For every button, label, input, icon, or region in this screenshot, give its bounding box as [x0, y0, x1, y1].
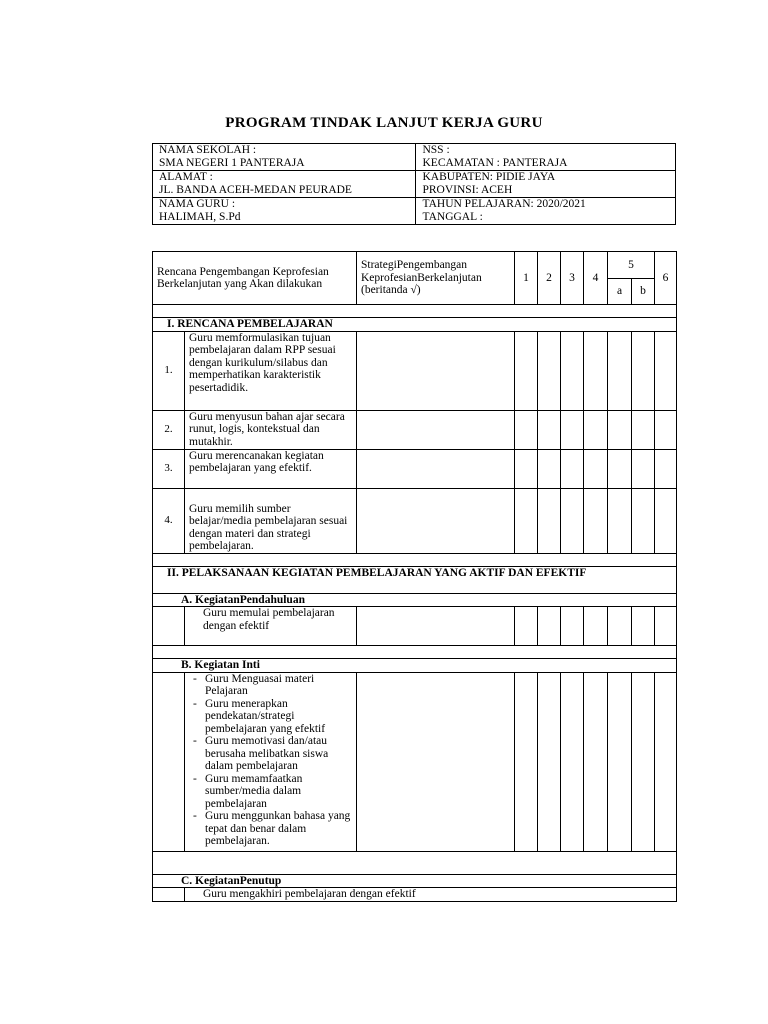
nss-label: NSS : [422, 144, 450, 156]
row-text: Guru memformulasikan tujuan pembelajaran dalam RPP sesuai dengan kurikulum/silabus dan memperhatikan karakteristik pesertadidik. [185, 331, 357, 410]
row-number: 2. [153, 410, 185, 449]
table-row [153, 888, 677, 902]
address-value: JL. BANDA ACEH-MEDAN PEURADE [159, 184, 352, 196]
header-col-5a: a [608, 278, 632, 305]
header-col-2: 2 [538, 252, 561, 305]
spacer-row [153, 646, 677, 659]
header-col-5b: b [632, 278, 655, 305]
year-value: TAHUN PELAJARAN: 2020/2021 [422, 198, 586, 210]
section-1-title: I. RENCANA PEMBELAJARAN [153, 318, 677, 332]
header-col-1: 1 [515, 252, 538, 305]
section-2c-title: C. KegiatanPenutup [153, 874, 677, 888]
header-col-5: 5 [608, 252, 655, 279]
section-2-title: II. PELAKSANAAN KEGIATAN PEMBELAJARAN YANG AKTIF DAN EFEKTIF [153, 566, 677, 593]
date-label: TANGGAL : [422, 211, 483, 223]
header-col-4: 4 [584, 252, 608, 305]
kabupaten-value: KABUPATEN: PIDIE JAYA [422, 171, 556, 183]
table-row [153, 488, 677, 553]
year-cell [416, 198, 676, 225]
header-col-6: 6 [655, 252, 677, 305]
document-title: PROGRAM TINDAK LANJUT KERJA GURU [225, 115, 543, 131]
spacer-row [153, 305, 677, 318]
row-number: 3. [153, 449, 185, 488]
list-item: - Guru memamfaatkan sumber/media dalam pembelajaran [189, 773, 352, 811]
table-row [153, 410, 677, 449]
address-label: ALAMAT : [159, 171, 213, 183]
list-item: - Guru Menguasai materi Pelajaran [189, 673, 352, 698]
row-number: 4. [153, 488, 185, 553]
row-text: Guru mengakhiri pembelajaran dengan efektif [185, 888, 677, 902]
row-text: Guru menyusun bahan ajar secara runut, logis, kontekstual dan mutakhir. [185, 410, 357, 449]
teacher-label: NAMA GURU : [159, 198, 236, 210]
school-info-table [152, 143, 676, 225]
row-number: 1. [153, 331, 185, 410]
table-row [153, 331, 677, 410]
list-item: - Guru memotivasi dan/atau berusaha melibatkan siswa dalam pembelajaran [189, 735, 352, 773]
address-cell [153, 171, 416, 198]
table-row [153, 449, 677, 488]
spacer-row [153, 553, 677, 566]
list-item: - Guru menggunkan bahasa yang tepat dan benar dalam pembelajaran. [189, 810, 352, 848]
table-row [153, 672, 677, 851]
kecamatan-value: KECAMATAN : PANTERAJA [422, 157, 568, 169]
header-plan: Rencana Pengembangan Keprofesian Berkelanjutan yang Akan dilakukan [153, 252, 357, 305]
teacher-cell [153, 198, 416, 225]
header-col-3: 3 [561, 252, 584, 305]
header-strategy: StrategiPengembangan KeprofesianBerkelanjutan (beritanda √) [357, 252, 515, 305]
table-header-row [153, 252, 677, 279]
provinsi-value: PROVINSI: ACEH [422, 184, 513, 196]
list-item: - Guru menerapkan pendekatan/strategi pembelajaran yang efektif [189, 698, 352, 736]
row-text: Guru merencanakan kegiatan pembelajaran yang efektif. [185, 449, 357, 488]
nss-cell [416, 144, 676, 171]
row-list [185, 672, 357, 851]
school-name-value: SMA NEGERI 1 PANTERAJA [159, 157, 305, 169]
section-2b-title: B. Kegiatan Inti [153, 659, 677, 673]
row-text: Guru memilih sumber belajar/media pembelajaran sesuai dengan materi dan strategi pembelajaran. [185, 488, 357, 553]
table-row [153, 607, 677, 646]
school-name-cell [153, 144, 416, 171]
region-cell [416, 171, 676, 198]
school-name-label: NAMA SEKOLAH : [159, 144, 257, 156]
spacer-row [153, 851, 677, 874]
row-text: Guru memulai pembelajaran dengan efektif [185, 607, 357, 646]
teacher-value: HALIMAH, S.Pd [159, 211, 241, 223]
section-2a-title: A. KegiatanPendahuluan [153, 593, 677, 607]
plan-table [152, 251, 677, 902]
